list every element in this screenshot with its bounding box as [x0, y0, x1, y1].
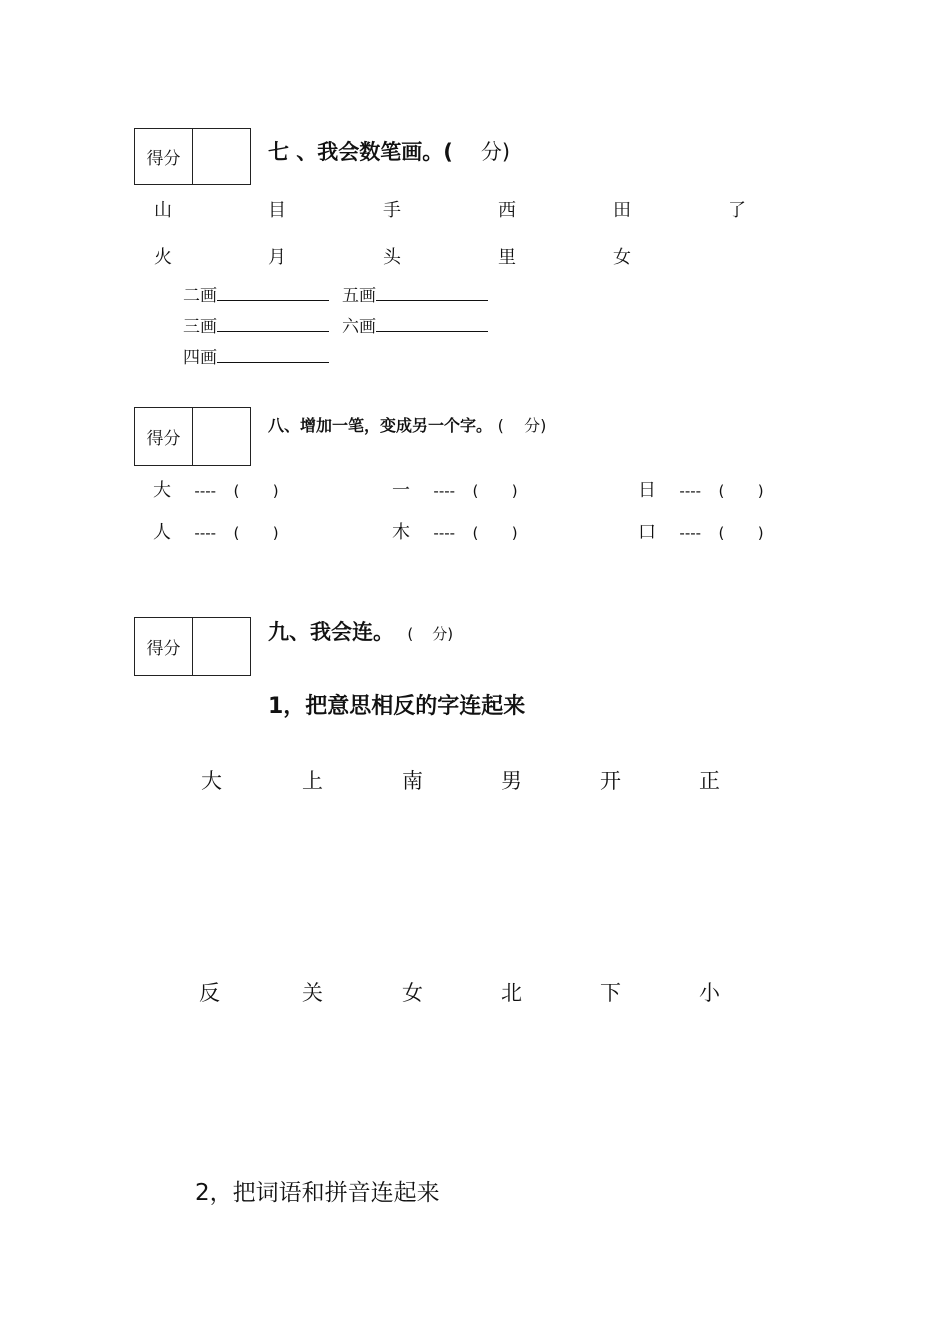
add-stroke-item	[392, 476, 518, 502]
q8-title	[268, 413, 546, 436]
score-label: 得分	[135, 408, 193, 465]
match-top-char[interactable]: 正	[699, 769, 720, 793]
q7-char: 山	[154, 200, 172, 221]
stroke-answer-row	[183, 343, 329, 368]
score-box-q8	[134, 407, 251, 466]
stroke-label: 四画	[183, 348, 217, 368]
add-stroke-item	[153, 518, 279, 544]
add-stroke-item	[638, 476, 764, 502]
answer-paren[interactable]: ( )	[718, 482, 764, 500]
score-label: 得分	[135, 129, 193, 184]
dash: ----	[433, 482, 456, 500]
stroke-answer-row	[342, 312, 488, 337]
match-bottom-char[interactable]: 北	[501, 981, 522, 1005]
stroke-label: 二画	[183, 286, 217, 306]
match-bottom-char[interactable]: 女	[402, 981, 423, 1005]
q9-title	[268, 616, 453, 646]
stroke-label: 六画	[342, 317, 376, 337]
q7-char: 头	[383, 247, 401, 268]
match-top-char[interactable]: 开	[600, 769, 621, 793]
answer-paren[interactable]: ( )	[233, 482, 279, 500]
base-char: 木	[392, 522, 410, 543]
match-bottom-char[interactable]: 关	[302, 981, 323, 1005]
answer-blank[interactable]	[376, 315, 488, 332]
stroke-answer-row	[342, 281, 488, 306]
match-bottom-char[interactable]: 反	[199, 981, 220, 1005]
q7-char: 西	[498, 200, 516, 221]
q7-points: 分)	[480, 140, 511, 164]
match-top-char[interactable]: 大	[201, 769, 222, 793]
q8-title-text: 八、增加一笔，变成另一个字。	[268, 416, 493, 435]
match-top-char[interactable]: 南	[402, 769, 423, 793]
match-bottom-char[interactable]: 下	[600, 981, 621, 1005]
match-top-char[interactable]: 男	[501, 769, 522, 793]
q9-title-text: 九、我会连。	[268, 620, 394, 644]
answer-blank[interactable]	[376, 284, 488, 301]
answer-paren[interactable]: ( )	[472, 524, 518, 542]
q9-points: ( 分)	[407, 625, 454, 643]
q8-points: ( 分)	[497, 416, 547, 435]
q7-char: 手	[383, 200, 401, 221]
q9-subtitle-2: 2，把词语和拼音连起来	[195, 1180, 440, 1206]
q7-char: 田	[613, 200, 631, 221]
q7-char: 了	[728, 200, 746, 221]
dash: ----	[679, 482, 702, 500]
match-bottom-char[interactable]: 小	[699, 981, 720, 1005]
q7-char: 里	[498, 247, 516, 268]
match-top-char[interactable]: 上	[302, 769, 323, 793]
answer-blank[interactable]	[217, 346, 329, 363]
q7-char: 目	[268, 200, 286, 221]
dash: ----	[194, 524, 217, 542]
answer-blank[interactable]	[217, 315, 329, 332]
base-char: 大	[153, 480, 171, 501]
answer-paren[interactable]: ( )	[472, 482, 518, 500]
add-stroke-item	[153, 476, 279, 502]
score-box-q7	[134, 128, 251, 185]
q7-char: 火	[154, 247, 172, 268]
dash: ----	[679, 524, 702, 542]
answer-paren[interactable]: ( )	[233, 524, 279, 542]
stroke-label: 三画	[183, 317, 217, 337]
base-char: 人	[153, 522, 171, 543]
q9-subtitle-1: 1，把意思相反的字连起来	[268, 694, 526, 719]
answer-paren[interactable]: ( )	[718, 524, 764, 542]
add-stroke-item	[392, 518, 518, 544]
add-stroke-item	[638, 518, 764, 544]
stroke-answer-row	[183, 312, 329, 337]
dash: ----	[433, 524, 456, 542]
dash: ----	[194, 482, 217, 500]
answer-blank[interactable]	[217, 284, 329, 301]
q7-title	[268, 136, 510, 166]
score-label: 得分	[135, 618, 193, 675]
score-box-q9	[134, 617, 251, 676]
q7-char: 女	[613, 247, 631, 268]
base-char: 日	[638, 480, 656, 501]
q7-title-text: 七 、我会数笔画。(	[268, 140, 453, 164]
stroke-label: 五画	[342, 286, 376, 306]
base-char: 一	[392, 480, 410, 501]
q7-char: 月	[268, 247, 286, 268]
base-char: 口	[638, 522, 656, 543]
stroke-answer-row	[183, 281, 329, 306]
